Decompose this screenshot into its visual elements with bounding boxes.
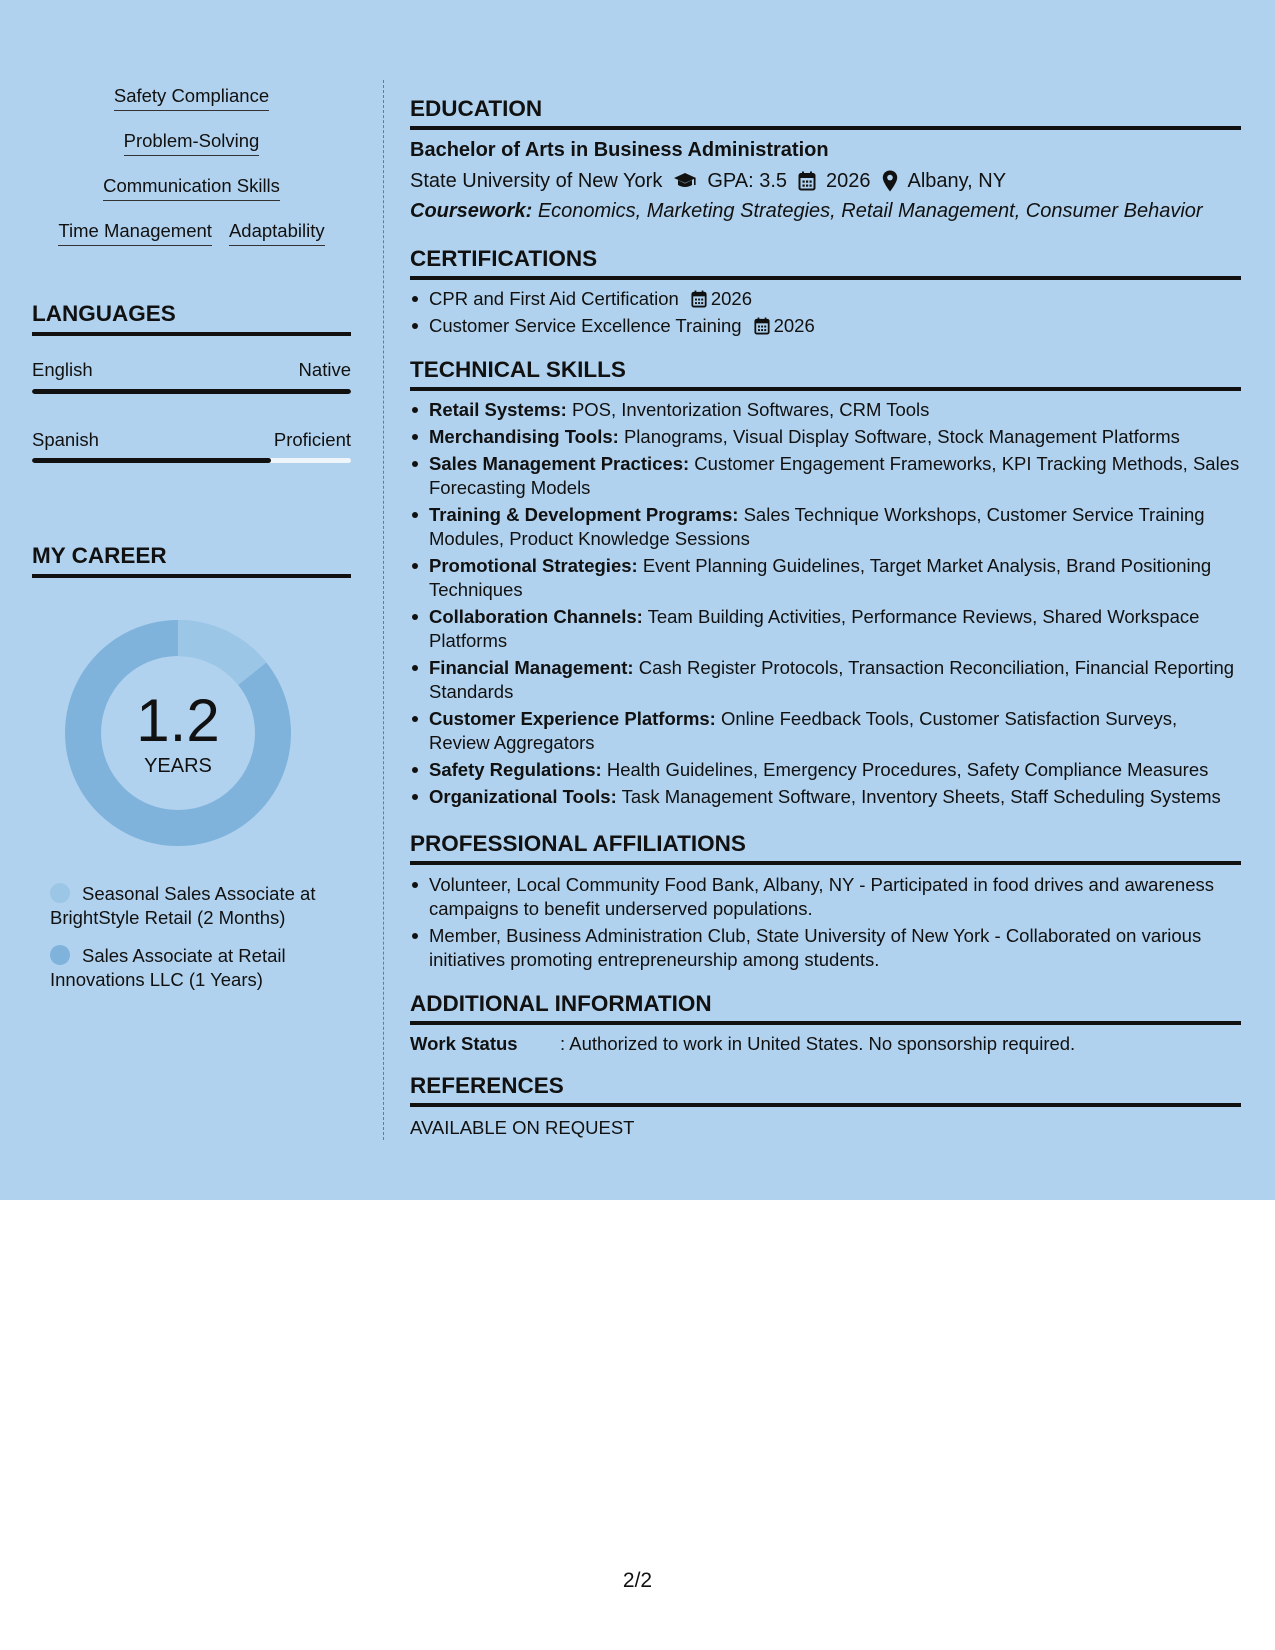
skill-details: POS, Inventorization Softwares, CRM Tools: [571, 399, 930, 420]
certification-item: [410, 287, 1241, 311]
technical-skill-item: [410, 707, 1241, 755]
coursework-label: Coursework:: [410, 200, 533, 222]
career-legend-item: [50, 882, 340, 930]
certification-name: CPR and First Aid Certification: [429, 288, 679, 309]
language-row: [32, 359, 351, 381]
skill-tag: Communication Skills: [103, 175, 280, 201]
skill-category: Financial Management:: [429, 657, 634, 678]
technical-skill-item: [410, 554, 1241, 602]
skill-category: Promotional Strategies:: [429, 555, 638, 576]
affiliations-list: [410, 873, 1241, 975]
language-bar-fill: [32, 458, 271, 463]
certification-year: 2026: [710, 288, 752, 309]
affiliation-item: Volunteer, Local Community Food Bank, Albany, NY - Participated in food drives and awareness campaigns to benefit underserved populations.: [410, 873, 1241, 921]
technical-skill-item: [410, 452, 1241, 500]
skills-list: [32, 85, 351, 265]
education-heading: EDUCATION: [410, 95, 1241, 130]
coursework-list: Economics, Marketing Strategies, Retail Management, Consumer Behavior: [537, 200, 1203, 222]
certification-item: [410, 314, 1241, 338]
school-name: State University of New York: [410, 170, 663, 192]
calendar-icon: [798, 171, 816, 191]
skill-details: Team Building Activities, Performance Reviews, Shared Workspace Platforms: [429, 606, 1200, 651]
skill-category: Organizational Tools:: [429, 786, 617, 807]
certification-year: 2026: [773, 315, 815, 336]
legend-dot: [50, 883, 70, 903]
page-number: 2/2: [622, 1569, 653, 1592]
additional-info-heading: ADDITIONAL INFORMATION: [410, 990, 1241, 1025]
languages-heading: LANGUAGES: [32, 300, 351, 336]
skill-details: Event Planning Guidelines, Target Market Analysis, Brand Positioning Techniques: [429, 555, 1212, 600]
calendar-icon: [691, 290, 707, 308]
skill-details: Sales Technique Workshops, Customer Service Training Modules, Product Knowledge Sessions: [429, 504, 1205, 549]
language-name: English: [32, 359, 93, 380]
certifications-heading: CERTIFICATIONS: [410, 245, 1241, 280]
technical-skills-heading: TECHNICAL SKILLS: [410, 356, 1241, 391]
map-pin-icon: [882, 170, 898, 192]
work-status-line: [410, 1032, 1075, 1056]
certification-name: Customer Service Excellence Training: [429, 315, 742, 336]
technical-skill-item: [410, 605, 1241, 653]
career-legend-label: Sales Associate at Retail Innovations LLC (1 Years): [50, 945, 286, 990]
skill-tag: Safety Compliance: [114, 85, 269, 111]
career-donut-segment: [178, 638, 252, 674]
legend-dot: [50, 945, 70, 965]
skill-details: Cash Register Protocols, Transaction Reconciliation, Financial Reporting Standards: [429, 657, 1235, 702]
career-legend-label: Seasonal Sales Associate at BrightStyle Retail (2 Months): [50, 883, 316, 928]
affiliation-item: Member, Business Administration Club, State University of New York - Collaborated on various initiatives promoting entrepreneurship among students.: [410, 924, 1241, 972]
language-row: [32, 429, 351, 451]
career-years-unit: YEARS: [144, 755, 212, 777]
work-status-value: : Authorized to work in United States. No sponsorship required.: [560, 1033, 1076, 1054]
skill-tag: Time Management: [58, 220, 212, 246]
career-legend-item: [50, 944, 340, 992]
gpa-value: GPA: 3.5: [707, 170, 788, 192]
references-heading: REFERENCES: [410, 1072, 1241, 1107]
certifications-list: [410, 287, 1241, 338]
degree-title: Bachelor of Arts in Business Administration: [410, 139, 829, 161]
career-total-years: 1.2: [136, 687, 220, 754]
technical-skill-item: [410, 656, 1241, 704]
skill-category: Retail Systems:: [429, 399, 567, 420]
skill-tag: Adaptability: [229, 220, 325, 246]
skill-category: Training & Development Programs:: [429, 504, 739, 525]
language-name: Spanish: [32, 429, 99, 450]
language-level: Native: [298, 359, 351, 380]
work-status-label: Work Status: [410, 1033, 518, 1054]
school-location: Albany, NY: [907, 170, 1007, 192]
calendar-icon: [754, 317, 770, 335]
technical-skill-item: [410, 758, 1241, 782]
skill-category: Sales Management Practices:: [429, 453, 690, 474]
skill-category: Safety Regulations:: [429, 759, 602, 780]
graduation-year: 2026: [826, 170, 871, 192]
affiliations-heading: PROFESSIONAL AFFILIATIONS: [410, 830, 1241, 865]
skill-details: Customer Engagement Frameworks, KPI Tracking Methods, Sales Forecasting Models: [429, 453, 1240, 498]
language-bar-fill: [32, 389, 351, 394]
references-text: AVAILABLE ON REQUEST: [410, 1117, 635, 1138]
technical-skills-list: [410, 398, 1241, 812]
skill-category: Customer Experience Platforms:: [429, 708, 716, 729]
language-bar: [32, 458, 351, 463]
skill-details: Health Guidelines, Emergency Procedures, Safety Compliance Measures: [606, 759, 1209, 780]
graduation-cap-icon: [673, 172, 697, 190]
technical-skill-item: [410, 503, 1241, 551]
skill-tag: Problem-Solving: [124, 130, 260, 156]
skill-details: Planograms, Visual Display Software, Stock Management Platforms: [623, 426, 1180, 447]
career-heading: MY CAREER: [32, 542, 351, 578]
coursework-line: [410, 198, 1203, 224]
technical-skill-item: [410, 785, 1241, 809]
skill-category: Merchandising Tools:: [429, 426, 619, 447]
column-divider: [383, 80, 384, 1140]
skill-details: Task Management Software, Inventory Sheets, Staff Scheduling Systems: [621, 786, 1221, 807]
technical-skill-item: [410, 398, 1241, 422]
technical-skill-item: [410, 425, 1241, 449]
language-bar: [32, 389, 351, 394]
skill-category: Collaboration Channels:: [429, 606, 643, 627]
language-level: Proficient: [273, 429, 351, 450]
skill-details: Online Feedback Tools, Customer Satisfaction Surveys, Review Aggregators: [429, 708, 1178, 753]
education-details: [410, 168, 1006, 194]
